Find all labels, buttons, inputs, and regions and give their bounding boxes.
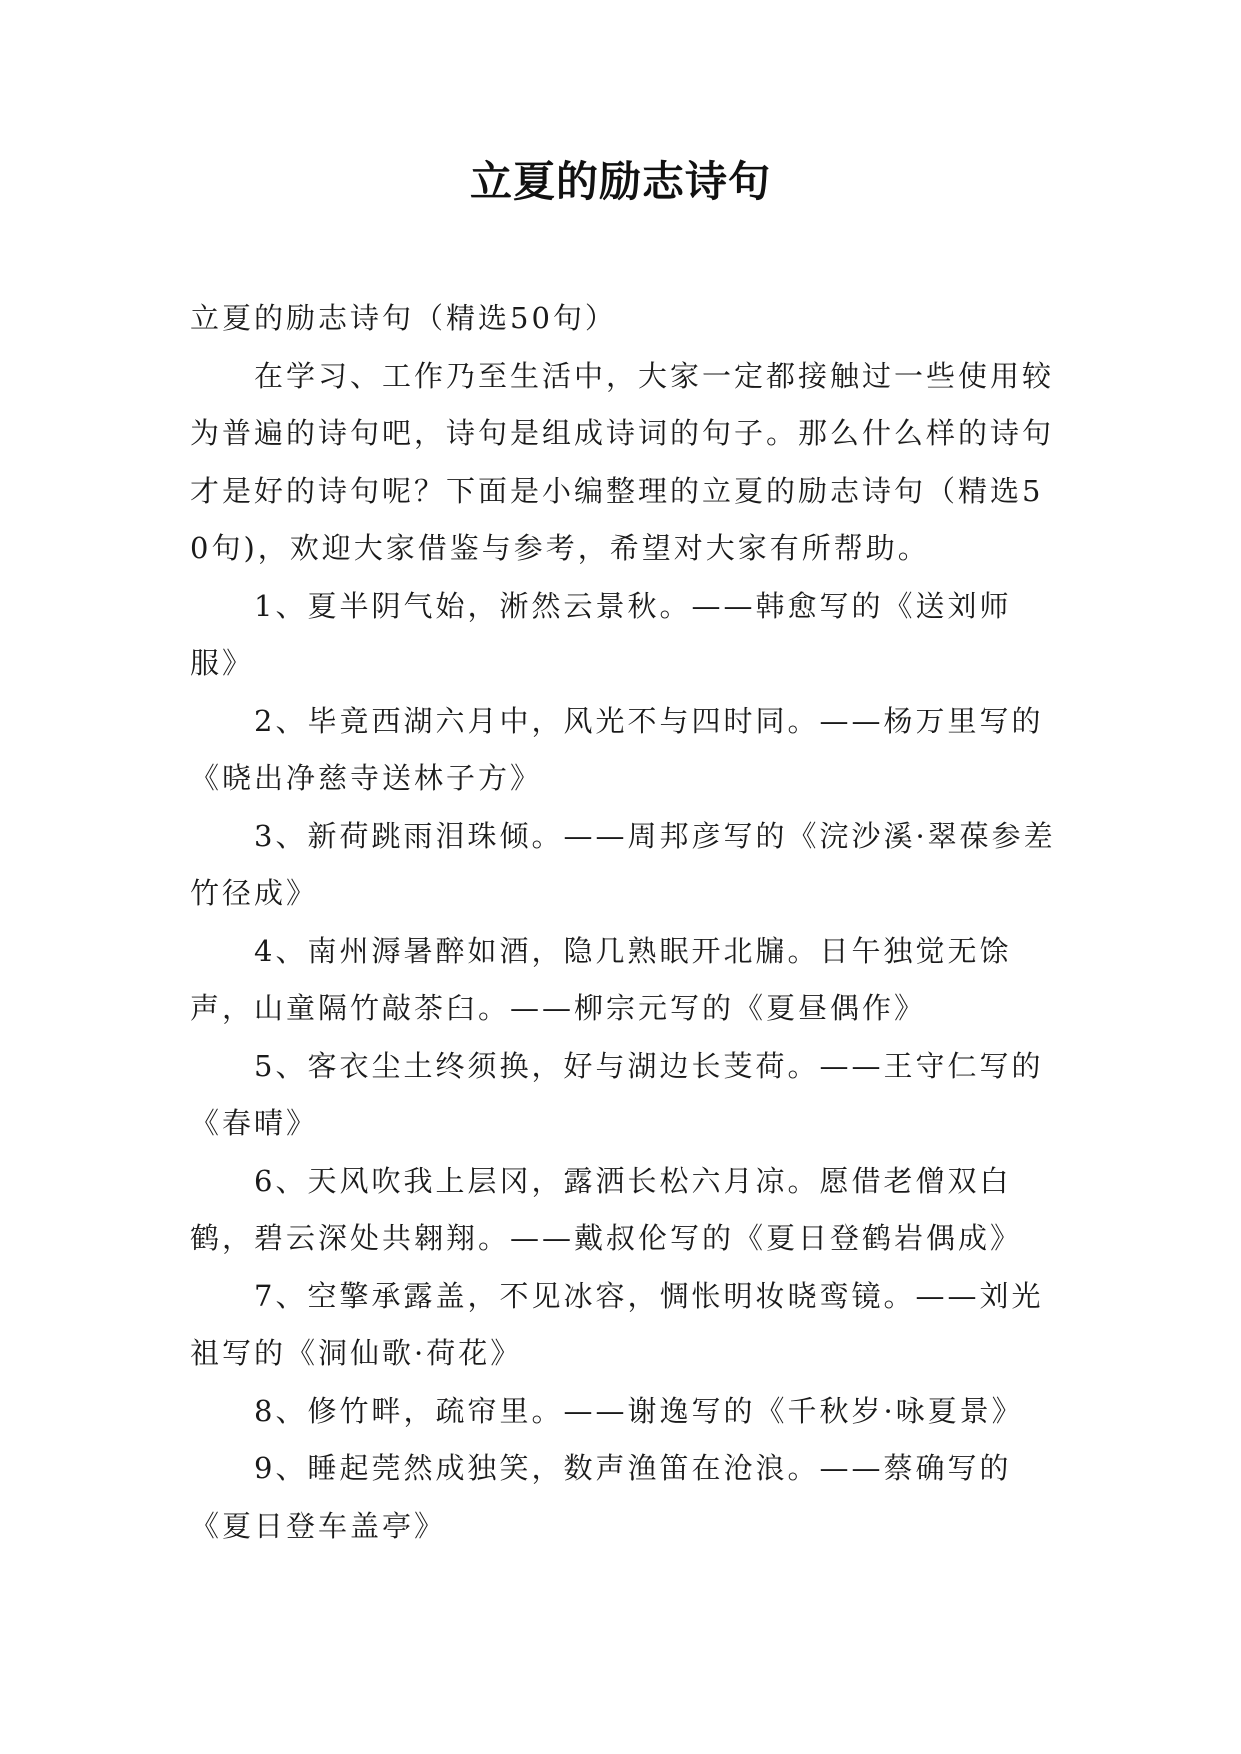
document-body <box>190 290 1060 1555</box>
poem-item-1: 1、夏半阴气始，淅然云景秋。——韩愈写的《送刘师服》 <box>190 588 1012 680</box>
poem-item-3: 3、新荷跳雨泪珠倾。——周邦彦写的《浣沙溪·翠葆参差竹径成》 <box>190 818 1056 910</box>
poem-item-6: 6、天风吹我上层冈，露洒长松六月凉。愿借老僧双白鹤，碧云深处共翱翔。——戴叔伦写的《夏日登鹤岩偶成》 <box>190 1163 1023 1255</box>
poem-item-7: 7、空擎承露盖，不见冰容，惆怅明妆晓鸾镜。——刘光祖写的《洞仙歌·荷花》 <box>190 1278 1044 1370</box>
intro-paragraph: 在学习、工作乃至生活中，大家一定都接触过一些使用较为普遍的诗句吧，诗句是组成诗词的句子。那么什么样的诗句才是好的诗句呢？下面是小编整理的立夏的励志诗句（精选50句)，欢迎大家借鉴与参考，希望对大家有所帮助。 <box>190 358 1055 565</box>
poem-item-2: 2、毕竟西湖六月中，风光不与四时同。——杨万里写的《晓出净慈寺送林子方》 <box>190 703 1044 795</box>
document-title: 立夏的励志诗句 <box>469 157 771 206</box>
poem-item-9: 9、睡起莞然成独笑，数声渔笛在沧浪。——蔡确写的《夏日登车盖亭》 <box>190 1451 1012 1543</box>
poem-item-5: 5、客衣尘土终须换，好与湖边长芰荷。——王守仁写的《春晴》 <box>190 1048 1044 1140</box>
poem-item-4: 4、南州溽暑醉如酒，隐几熟眠开北牖。日午独觉无馀声，山童隔竹敲茶臼。——柳宗元写的《夏昼偶作》 <box>190 933 1012 1025</box>
document-subtitle: 立夏的励志诗句（精选50句） <box>190 301 617 335</box>
poem-item-8: 8、修竹畔，疏帘里。——谢逸写的《千秋岁·咏夏景》 <box>254 1393 1024 1428</box>
